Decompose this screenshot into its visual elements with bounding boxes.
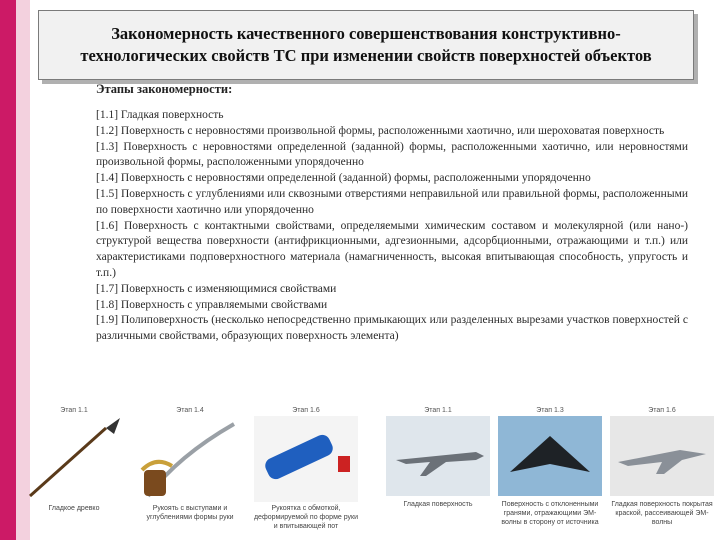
photo-caption: Гладкое древко	[48, 505, 100, 512]
stage-item: [1.3] Поверхность с неровностями определенной (заданной) формы, расположенными хаотично, или неровностями произвольной формы, расположенными упорядоченно	[96, 140, 688, 169]
photo-caption: Гладкая поверхность	[403, 501, 473, 508]
racket-handle-icon	[254, 416, 358, 502]
photo-caption: Гладкая поверхность покрытая краской, рассеивающей ЭМ-волны	[611, 501, 713, 526]
aircraft-examples	[382, 404, 718, 540]
stage-item: [1.7] Поверхность с изменяющимися свойствами	[96, 282, 337, 295]
spear-icon	[22, 416, 126, 502]
stage-item: [1.9] Полиповерхность (несколько непосредственно примыкающих или разделенных вырезами участков поверхностей с различными свойствами, образующих поверхность элемента)	[96, 314, 688, 343]
stage-item: [1.4] Поверхность с неровностями определенной (заданной) формы, расположенными упорядоченно	[96, 172, 591, 185]
stage-item: [1.1] Гладкая поверхность	[96, 109, 224, 121]
stealth-jet-icon	[498, 416, 602, 496]
photo-stage-1-1-jet	[382, 404, 494, 540]
photo-stage-1-1-spear	[18, 404, 130, 540]
photo-strip	[18, 404, 718, 540]
photo-stage-label: Этап 1.4	[176, 407, 204, 414]
photo-caption: Рукоять с выступами и углублениями формы руки	[146, 505, 234, 521]
photo-stage-1-4-saber	[134, 404, 246, 540]
stage-item: [1.2] Поверхность с неровностями произвольной формы, расположенными хаотично, или шероховатая поверхность	[96, 124, 665, 137]
photo-stage-label: Этап 1.3	[536, 407, 564, 414]
photo-stage-label: Этап 1.1	[424, 407, 452, 414]
stage-item: [1.6] Поверхность с контактными свойствами, определяемыми химическим составом и молекулярной (или нано-) структурой вещества поверхности (антифрикционными, адгезионными, адсорбционными, отражающими и т.п.) или характеристиками подповерхностного материала (намагниченность, высокая впитывающая способность, упругость и т.п.)	[96, 219, 688, 279]
photo-stage-label: Этап 1.6	[648, 407, 676, 414]
saber-icon	[138, 416, 242, 502]
title-box	[38, 10, 694, 80]
photo-caption: Рукоятка с обмоткой, деформируемой по форме руки и впитывающей пот	[253, 505, 359, 530]
photo-stage-1-6-raptor	[606, 404, 718, 540]
stages-heading: Этапы закономерности:	[96, 82, 233, 96]
photo-stage-label: Этап 1.1	[60, 407, 88, 414]
slide-title: Закономерность качественного совершенствования конструктивно-технологических свойств ТС при изменении свойств поверхностей объектов	[80, 24, 652, 65]
photo-stage-1-3-stealth	[494, 404, 606, 540]
accent-bar	[0, 0, 16, 540]
photo-caption: Поверхность с отклоненными гранями, отражающими ЭМ-волны в сторону от источника	[501, 501, 599, 526]
stage-item: [1.8] Поверхность с управляемыми свойствами	[96, 298, 328, 311]
raptor-jet-icon	[610, 416, 714, 496]
stage-item: [1.5] Поверхность с углублениями или сквозными отверстиями неправильной или правильной формы, расположенными по поверхности хаотично или упорядоченно	[96, 187, 688, 216]
photo-stage-1-6-handle	[250, 404, 362, 540]
photo-stage-label: Этап 1.6	[292, 407, 320, 414]
jet-icon	[386, 416, 490, 496]
stages-list	[96, 108, 688, 345]
grip-examples	[18, 404, 368, 540]
